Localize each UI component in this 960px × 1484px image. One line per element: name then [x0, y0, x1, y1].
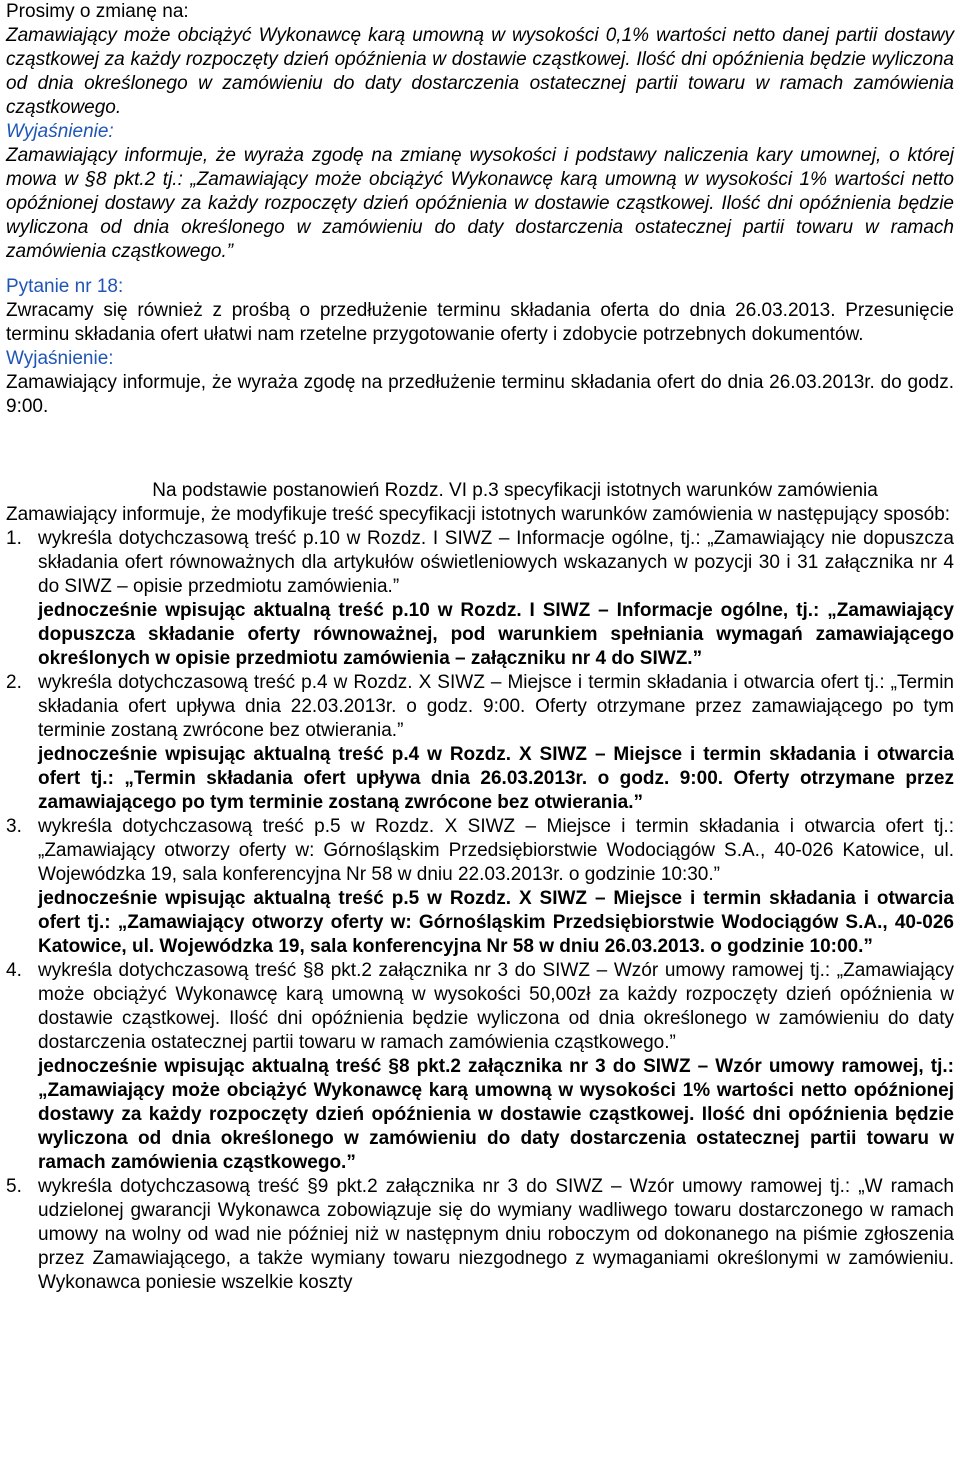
item-text: wykreśla dotychczasową treść p.4 w Rozdz. X SIWZ – Miejsce i termin składania i otwarcia ofert tj.: „Termin składania ofert upływa dnia 22.03.2013r. o godz. 9:00. Oferty otrzymane przez zamawiającego po tym terminie zostaną zwrócone bez otwierania.”: [38, 672, 954, 741]
list-item: [6, 815, 954, 959]
basis-text: Zamawiający informuje, że modyfikuje treść specyfikacji istotnych warunków zamówienia w następujący sposób:: [6, 504, 951, 525]
list-item: [6, 959, 954, 1175]
explanation-text: Zamawiający informuje, że wyraża zgodę na przedłużenie terminu składania ofert do dnia 26.03.2013r. do godz. 9:00.: [6, 372, 954, 417]
spacer: [6, 419, 954, 479]
item-text: wykreśla dotychczasową treść p.10 w Rozdz. I SIWZ – Informacje ogólne, tj.: „Zamawiający nie dopuszcza składania ofert równoważnych dla artykułów oświetleniowych wskazanych w pozycji 30 i 31 załącznika nr 4 do SIWZ – opisie przedmiotu zamówienia.”: [38, 528, 954, 597]
item-new-text: jednocześnie wpisując aktualną treść p.4 w Rozdz. X SIWZ – Miejsce i termin składania i otwarcia ofert tj.: „Termin składania ofert upływa dnia 26.03.2013r. o godz. 9:00. Oferty otrzymane przez zamawiającego po tym terminie zostaną zwrócone bez otwierania.”: [38, 744, 954, 813]
question-label: Pytanie nr 18:: [6, 276, 124, 297]
explanation-label: Wyjaśnienie:: [6, 348, 114, 369]
spacer: [6, 264, 954, 275]
intro-label: Prosimy o zmianę na:: [6, 1, 189, 22]
basis-line: Na podstawie postanowień Rozdz. VI p.3 specyfikacji istotnych warunków zamówienia: [152, 480, 878, 501]
item-new-text: jednocześnie wpisując aktualną treść §8 pkt.2 załącznika nr 3 do SIWZ – Wzór umowy ramowej, tj.: „Zamawiający może obciążyć Wykonawcę karą umowną w wysokości 1% wartości netto opóźnionej dostawy za każdy rozpoczęty dzień opóźnienia w dostawie cząstkowej. Ilość dni opóźnienia będzie wyliczona od dnia określonego w zamówieniu do daty dostarczenia ostatecznej partii towaru w ramach zamówienia cząstkowego.”: [38, 1056, 954, 1173]
list-item: [6, 671, 954, 815]
item-text: wykreśla dotychczasową treść §9 pkt.2 załącznika nr 3 do SIWZ – Wzór umowy ramowej tj.: „W ramach udzielonej gwarancji Wykonawca zobowiązuje się do wymiany wadliwego towaru dostarczonego w ramach umowy na wolny od wad nie później niż w następnym dniu roboczym od dokonanego na piśmie zgłoszenia przez Zamawiającego, a także wymiany towaru niezgodnego z wymaganiami określonymi w zamówieniu. Wykonawca poniesie wszelkie koszty: [38, 1176, 954, 1293]
list-item: [6, 1175, 954, 1295]
item-number: 5.: [6, 1176, 22, 1197]
explanation-label: Wyjaśnienie:: [6, 121, 114, 142]
question-text: Zwracamy się również z prośbą o przedłużenie terminu składania oferta do dnia 26.03.2013. Przesunięcie terminu składania ofert ułatwi nam rzetelne przygotowanie oferty i zdobycie potrzebnych dokumentów.: [6, 300, 954, 345]
intro-text: Zamawiający może obciążyć Wykonawcę karą umowną w wysokości 0,1% wartości netto danej partii dostawy cząstkowej za każdy rozpoczęty dzień opóźnienia w dostawie cząstkowej. Ilość dni opóźnienia będzie wyliczona od dnia określonego w zamówieniu do daty dostarczenia ostatecznej partii towaru w ramach zamówienia cząstkowego.: [6, 25, 954, 118]
item-number: 1.: [6, 528, 22, 549]
item-number: 4.: [6, 960, 22, 981]
item-number: 2.: [6, 672, 22, 693]
item-text: wykreśla dotychczasową treść p.5 w Rozdz. X SIWZ – Miejsce i termin składania i otwarcia ofert tj.: „Zamawiający otworzy oferty w: Górnośląskim Przedsiębiorstwie Wodociągów S.A., 40-026 Katowice, ul. Wojewódzka 19, sala konferencyjna Nr 58 w dniu 22.03.2013r. o godzinie 10:30.”: [38, 816, 954, 885]
item-new-text: jednocześnie wpisując aktualną treść p.5 w Rozdz. X SIWZ – Miejsce i termin składania i otwarcia ofert tj.: „Zamawiający otworzy oferty w: Górnośląskim Przedsiębiorstwie Wodociągów S.A., 40-026 Katowice, ul. Wojewódzka 19, sala konferencyjna Nr 58 w dniu 26.03.2013. o godzinie 10:00.”: [38, 888, 954, 957]
explanation-text: Zamawiający informuje, że wyraża zgodę na zmianę wysokości i podstawy naliczenia kary umownej, o której mowa w §8 pkt.2 tj.: „Zamawiający może obciążyć Wykonawcę karą umowną w wysokości 1% wartości netto opóźnionej dostawy za każdy rozpoczęty dzień opóźnienia w dostawie cząstkowej. Ilość dni opóźnienia będzie wyliczona od dnia określonego w zamówieniu do daty dostarczenia ostatecznej partii towaru w ramach zamówienia cząstkowego.”: [6, 145, 954, 262]
list-item: [6, 527, 954, 671]
item-number: 3.: [6, 816, 22, 837]
modification-list: [6, 527, 954, 1295]
item-new-text: jednocześnie wpisując aktualną treść p.10 w Rozdz. I SIWZ – Informacje ogólne, tj.: „Zamawiający dopuszcza składanie oferty równoważnej, pod warunkiem spełniania wymagań zamawiającego określonych w opisie przedmiotu zamówienia – załączniku nr 4 do SIWZ.”: [38, 600, 954, 669]
item-text: wykreśla dotychczasową treść §8 pkt.2 załącznika nr 3 do SIWZ – Wzór umowy ramowej tj.: „Zamawiający może obciążyć Wykonawcę karą umowną w wysokości 50,00zł za każdy rozpoczęty dzień opóźnienia w dostawie cząstkowej. Ilość dni opóźnienia będzie wyliczona od dnia określonego w zamówieniu do daty dostarczenia ostatecznej partii towaru w ramach zamówienia cząstkowego.”: [38, 960, 954, 1053]
